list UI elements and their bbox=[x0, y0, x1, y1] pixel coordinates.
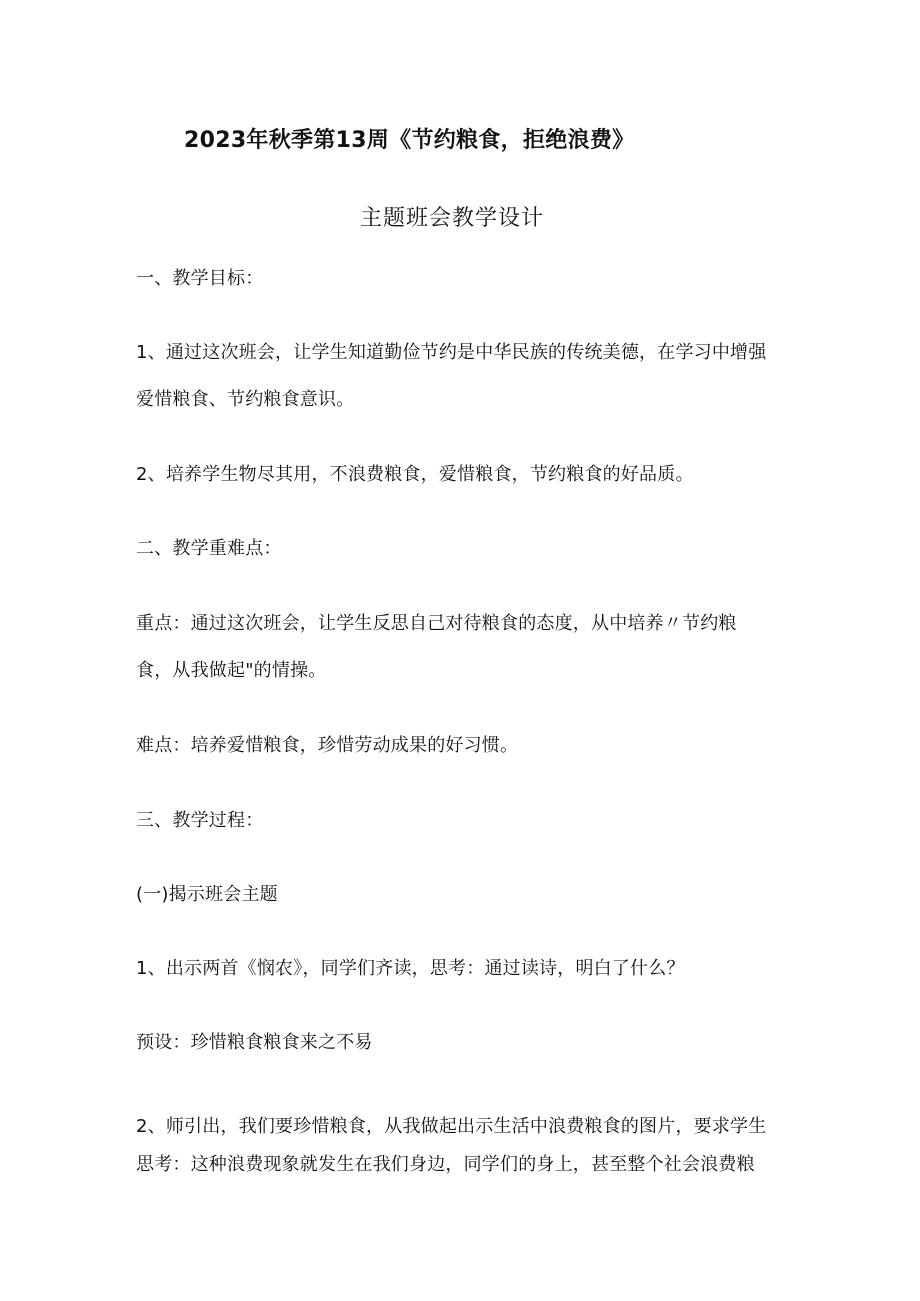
paragraph-line: 食，从我做起"的情操。 bbox=[136, 660, 327, 681]
paragraph-line: 预设：珍惜粮食粮食来之不易 bbox=[136, 1032, 373, 1053]
paragraph-line: 难点：培养爱惜粮食，珍惜劳动成果的好习惯。 bbox=[136, 735, 519, 756]
section-heading-key-points: 二、教学重难点： bbox=[136, 538, 282, 559]
paragraph-line: 爱惜粮食、节约粮食意识。 bbox=[136, 389, 355, 410]
paragraph-line: 思考：这种浪费现象就发生在我们身边，同学们的身上，甚至整个社会浪费粮 bbox=[136, 1154, 755, 1175]
document-title: 2023年秋季第13周《节约粮食，拒绝浪费》 bbox=[184, 128, 635, 153]
subsection-heading: (一)揭示班会主题 bbox=[136, 884, 278, 905]
paragraph-line: 1、出示两首《悯农》，同学们齐读，思考：通过读诗，明白了什么？ bbox=[136, 958, 685, 979]
paragraph-line: 重点：通过这次班会，让学生反思自己对待粮食的态度，从中培养〃节约粮 bbox=[136, 613, 737, 634]
paragraph-line: 2、培养学生物尽其用，不浪费粮食，爱惜粮食，节约粮食的好品质。 bbox=[136, 464, 694, 485]
document-subtitle: 主题班会教学设计 bbox=[360, 206, 545, 231]
paragraph-line: 2、师引出，我们要珍惜粮食，从我做起出示生活中浪费粮食的图片，要求学生 bbox=[136, 1116, 767, 1137]
paragraph-line: 1、通过这次班会，让学生知道勤俭节约是中华民族的传统美德，在学习中增强 bbox=[136, 342, 767, 363]
section-heading-process: 三、教学过程： bbox=[136, 810, 264, 831]
section-heading-objectives: 一、教学目标： bbox=[136, 268, 264, 289]
